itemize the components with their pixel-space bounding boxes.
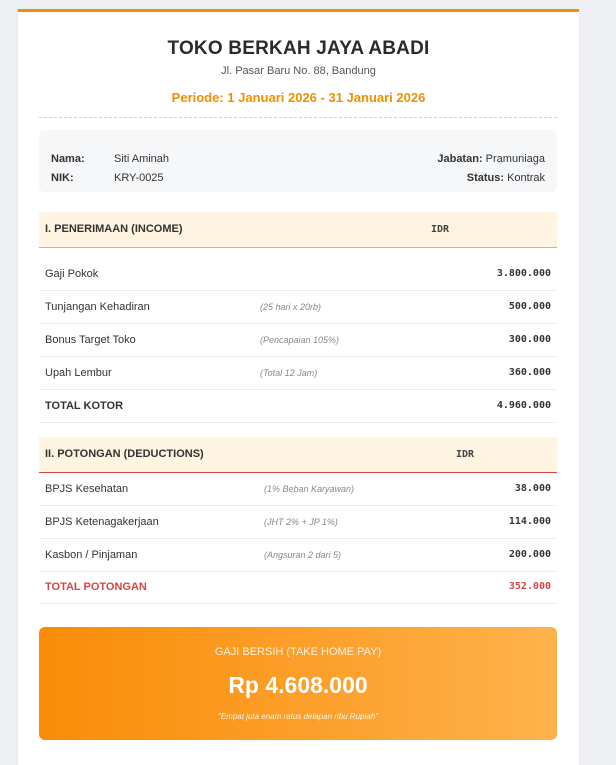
net-pay-words: "Empat juta enam ratus delapan ribu Rupiah" (218, 712, 378, 721)
deduction-row (39, 506, 557, 539)
employee-status: Kontrak (507, 172, 545, 184)
pay-period: Periode: 1 Januari 2026 - 31 Januari 2026 (171, 90, 426, 105)
item-amount: 38.000 (514, 483, 551, 494)
item-note: (Pencapaian 105%) (260, 335, 340, 345)
item-amount: 360.000 (508, 367, 551, 378)
item-note: (Total 12 Jam) (260, 368, 318, 378)
deductions-header (39, 437, 557, 473)
item-desc: BPJS Ketenagakerjaan (45, 516, 159, 528)
item-amount: 500.000 (508, 301, 551, 312)
item-desc: Bonus Target Toko (45, 334, 136, 346)
income-total-row (39, 390, 557, 423)
item-desc: Upah Lembur (45, 367, 112, 379)
income-currency: IDR (431, 224, 450, 235)
position-field (437, 153, 545, 165)
income-row (39, 258, 557, 291)
nik-label: NIK: (51, 172, 74, 184)
item-amount: 300.000 (508, 334, 551, 345)
deduction-row (39, 539, 557, 572)
deductions-total-amount: 352.000 (508, 581, 551, 592)
income-total-label: TOTAL KOTOR (45, 400, 124, 412)
deduction-row (39, 473, 557, 506)
store-name: TOKO BERKAH JAYA ABADI (167, 38, 430, 59)
item-desc: BPJS Kesehatan (45, 483, 129, 495)
employee-nik: KRY-0025 (114, 172, 164, 184)
income-title: I. PENERIMAAN (INCOME) (45, 223, 183, 235)
header-divider (39, 117, 557, 118)
item-amount: 3.800.000 (496, 268, 551, 279)
income-total-amount: 4.960.000 (496, 400, 551, 411)
item-note: (1% Beban Karyawan) (264, 484, 355, 494)
item-desc: Tunjangan Kehadiran (45, 301, 150, 313)
employee-name: Siti Aminah (114, 153, 170, 165)
name-label: Nama: (51, 153, 85, 165)
employee-info (39, 130, 557, 192)
net-pay-label: GAJI BERSIH (TAKE HOME PAY) (214, 646, 382, 658)
item-amount: 200.000 (508, 549, 551, 560)
item-note: (JHT 2% + JP 1%) (264, 517, 338, 527)
deductions-total-label: TOTAL POTONGAN (45, 581, 147, 593)
item-desc: Gaji Pokok (45, 268, 99, 280)
employee-position: Pramuniaga (485, 153, 545, 165)
income-row (39, 357, 557, 390)
income-header (39, 212, 557, 248)
status-label: Status: (466, 172, 505, 184)
item-amount: 114.000 (508, 516, 551, 527)
net-pay-box (39, 627, 557, 740)
deductions-total-row (39, 571, 557, 604)
item-note: (25 hari x 20rb) (260, 302, 322, 312)
store-address: Jl. Pasar Baru No. 88, Bandung (221, 65, 376, 77)
position-label: Jabatan: (437, 153, 483, 165)
income-row (39, 324, 557, 357)
income-row (39, 291, 557, 324)
deductions-title: II. POTONGAN (DEDUCTIONS) (45, 448, 204, 460)
deductions-currency: IDR (456, 449, 475, 460)
item-note: (Angsuran 2 dari 5) (264, 550, 342, 560)
net-pay-amount: Rp 4.608.000 (228, 672, 368, 698)
status-field (467, 172, 545, 184)
item-desc: Kasbon / Pinjaman (45, 549, 138, 561)
